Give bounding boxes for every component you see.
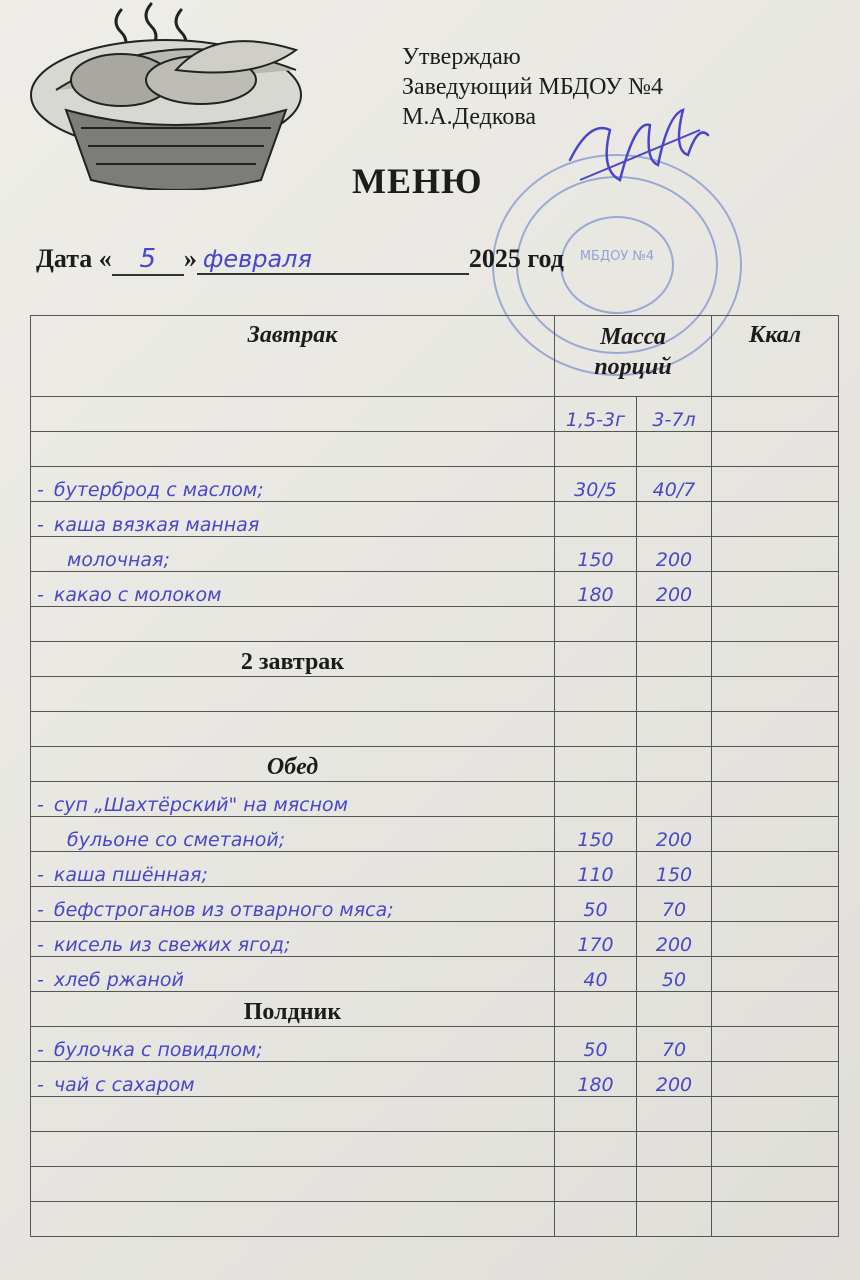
- table-row: [31, 992, 839, 1027]
- bread-basket-icon: [26, 0, 306, 190]
- mass-large: 200: [637, 1062, 712, 1097]
- column-header-mass: Масса порций: [555, 316, 712, 397]
- dish-name: [31, 887, 555, 922]
- table-row: [31, 537, 839, 572]
- table-cell: [555, 1132, 637, 1167]
- table-cell: [31, 677, 555, 712]
- table-row: [31, 432, 839, 467]
- mass-large: 200: [637, 572, 712, 607]
- table-cell: [637, 642, 712, 677]
- approval-line: Заведующий МБДОУ №4: [402, 74, 663, 100]
- mass-large: 40/7: [637, 467, 712, 502]
- mass-large: 50: [637, 957, 712, 992]
- dish-dash: -: [37, 864, 44, 886]
- table-row: [31, 1097, 839, 1132]
- age-group-label: 3-7л: [637, 397, 712, 432]
- table-cell: [712, 712, 839, 747]
- mass-small: 30/5: [555, 467, 637, 502]
- table-row: [31, 1167, 839, 1202]
- kcal-cell: [712, 572, 839, 607]
- table-cell: [31, 432, 555, 467]
- table-cell: [637, 1167, 712, 1202]
- section-heading: 2 завтрак: [31, 642, 555, 677]
- table-cell: [555, 712, 637, 747]
- dish-dash: -: [37, 794, 44, 816]
- mass-small: 180: [555, 1062, 637, 1097]
- table-cell: [555, 642, 637, 677]
- table-cell: [712, 642, 839, 677]
- table-row: [31, 922, 839, 957]
- kcal-cell: [712, 957, 839, 992]
- table-cell: [555, 432, 637, 467]
- kcal-cell: [712, 467, 839, 502]
- table-cell: [31, 1167, 555, 1202]
- stamp-text: МБДОУ №4: [579, 249, 655, 264]
- kcal-cell: [712, 817, 839, 852]
- mass-small: 50: [555, 1027, 637, 1062]
- mass-small: 150: [555, 817, 637, 852]
- table-cell: [555, 747, 637, 782]
- dish-dash: -: [37, 584, 44, 606]
- table-row: [31, 852, 839, 887]
- table-cell: [712, 1132, 839, 1167]
- dish-label: каша вязкая манная: [53, 514, 260, 536]
- table-cell: [637, 747, 712, 782]
- table-cell: [637, 1132, 712, 1167]
- table-row: [31, 502, 839, 537]
- table-cell: [555, 1202, 637, 1237]
- table-row: [31, 397, 839, 432]
- date-day: 5: [112, 244, 184, 276]
- kcal-cell: [712, 1062, 839, 1097]
- date-month: февраля: [197, 245, 469, 275]
- dish-label: каша пшённая;: [53, 864, 208, 886]
- table-cell: [712, 1167, 839, 1202]
- dish-name: [31, 572, 555, 607]
- table-cell: [712, 1097, 839, 1132]
- mass-large: 70: [637, 887, 712, 922]
- menu-table: [30, 315, 839, 1237]
- table-row: [31, 677, 839, 712]
- table-cell: [637, 432, 712, 467]
- kcal-cell: [712, 852, 839, 887]
- page-title: МЕНЮ: [352, 161, 483, 201]
- section-heading: Полдник: [31, 992, 555, 1027]
- dish-name: [31, 537, 555, 572]
- table-cell: [555, 1167, 637, 1202]
- signature-icon: [560, 100, 710, 210]
- dish-label: бульоне со сметаной;: [67, 829, 286, 851]
- dish-label: какао с молоком: [53, 584, 222, 606]
- table-row: [31, 1062, 839, 1097]
- column-header-kcal: Ккал: [712, 316, 839, 397]
- mass-large: [637, 502, 712, 537]
- table-cell: [637, 712, 712, 747]
- table-row: [31, 1132, 839, 1167]
- dish-label: хлеб ржаной: [53, 969, 184, 991]
- mass-small: 50: [555, 887, 637, 922]
- dish-name: [31, 502, 555, 537]
- table-cell: [712, 677, 839, 712]
- column-header-meal: Завтрак: [31, 316, 555, 397]
- dish-label: булочка с повидлом;: [53, 1039, 263, 1061]
- dish-name: [31, 852, 555, 887]
- table-cell: [555, 607, 637, 642]
- table-row: [31, 957, 839, 992]
- date-mid: »: [183, 244, 197, 273]
- dish-dash: -: [37, 969, 44, 991]
- table-cell: [637, 677, 712, 712]
- mass-large: 70: [637, 1027, 712, 1062]
- table-row: [31, 887, 839, 922]
- date-suffix: 2025 год: [468, 244, 564, 273]
- kcal-cell: [712, 887, 839, 922]
- date-prefix: Дата «: [36, 244, 112, 273]
- table-cell: [637, 607, 712, 642]
- table-row: [31, 607, 839, 642]
- dish-dash: -: [37, 479, 44, 501]
- dish-label: молочная;: [67, 549, 170, 571]
- dish-dash: -: [37, 514, 44, 536]
- table-row: [31, 467, 839, 502]
- dish-dash: -: [37, 1074, 44, 1096]
- table-row: [31, 1202, 839, 1237]
- table-cell: [712, 397, 839, 432]
- table-row: [31, 1027, 839, 1062]
- date-line: [36, 244, 564, 276]
- dish-dash: -: [37, 899, 44, 921]
- table-cell: [712, 1202, 839, 1237]
- mass-small: 170: [555, 922, 637, 957]
- table-row: [31, 782, 839, 817]
- approval-line: Утверждаю: [402, 44, 521, 70]
- dish-name: [31, 782, 555, 817]
- dish-label: бефстроганов из отварного мяса;: [53, 899, 394, 921]
- dish-name: [31, 922, 555, 957]
- dish-name: [31, 467, 555, 502]
- dish-name: [31, 957, 555, 992]
- dish-dash: -: [37, 934, 44, 956]
- table-row: [31, 572, 839, 607]
- table-cell: [555, 992, 637, 1027]
- mass-large: [637, 782, 712, 817]
- mass-small: 110: [555, 852, 637, 887]
- table-cell: [555, 677, 637, 712]
- table-cell: [31, 1202, 555, 1237]
- mass-large: 150: [637, 852, 712, 887]
- mass-small: 150: [555, 537, 637, 572]
- table-cell: [31, 712, 555, 747]
- dish-name: [31, 1062, 555, 1097]
- kcal-cell: [712, 782, 839, 817]
- table-cell: [31, 1097, 555, 1132]
- table-cell: [637, 1202, 712, 1237]
- kcal-cell: [712, 1027, 839, 1062]
- table-cell: [712, 747, 839, 782]
- kcal-cell: [712, 922, 839, 957]
- dish-label: суп „Шахтёрский" на мясном: [53, 794, 348, 816]
- table-cell: [31, 607, 555, 642]
- table-cell: [637, 1097, 712, 1132]
- table-row: [31, 642, 839, 677]
- kcal-cell: [712, 502, 839, 537]
- dish-name: [31, 817, 555, 852]
- mass-small: 40: [555, 957, 637, 992]
- dish-label: чай с сахаром: [53, 1074, 195, 1096]
- dish-dash: -: [37, 1039, 44, 1061]
- table-cell: [712, 607, 839, 642]
- table-row: [31, 817, 839, 852]
- mass-large: 200: [637, 922, 712, 957]
- dish-name: [31, 1027, 555, 1062]
- section-heading: Обед: [31, 747, 555, 782]
- mass-small: [555, 502, 637, 537]
- mass-large: 200: [637, 817, 712, 852]
- kcal-cell: [712, 537, 839, 572]
- approval-line: М.А.Дедкова: [402, 104, 536, 130]
- dish-label: кисель из свежих ягод;: [53, 934, 291, 956]
- mass-large: 200: [637, 537, 712, 572]
- age-group-label: 1,5-3г: [555, 397, 637, 432]
- table-cell: [31, 1132, 555, 1167]
- mass-small: [555, 782, 637, 817]
- table-cell: [555, 1097, 637, 1132]
- table-row: [31, 712, 839, 747]
- table-cell: [31, 397, 555, 432]
- table-cell: [712, 432, 839, 467]
- mass-small: 180: [555, 572, 637, 607]
- table-cell: [712, 992, 839, 1027]
- dish-label: бутерброд с маслом;: [53, 479, 264, 501]
- table-row: [31, 747, 839, 782]
- table-header-row: [31, 316, 839, 397]
- table-cell: [637, 992, 712, 1027]
